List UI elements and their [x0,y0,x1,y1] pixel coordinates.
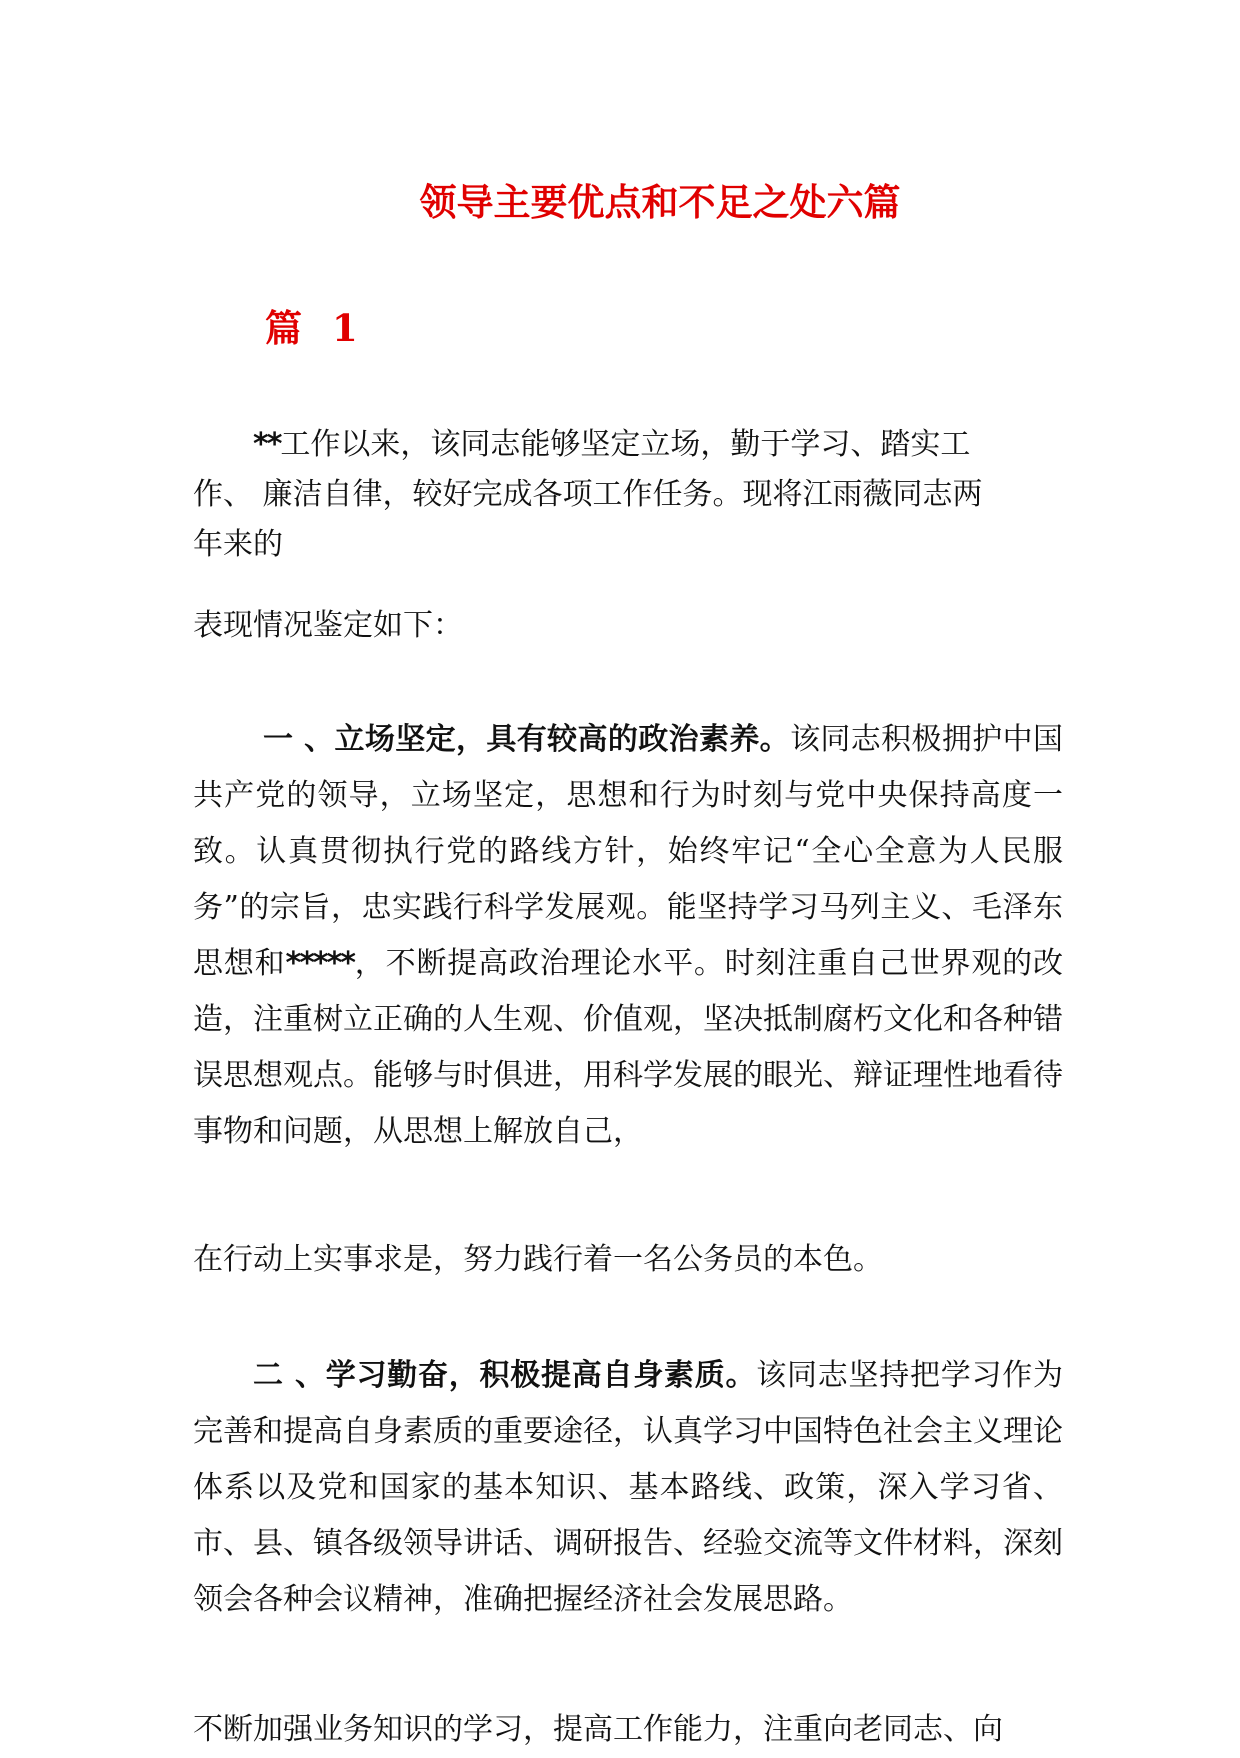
intro-line-2: 作、 廉洁自律，较好完成各项工作任务。现将江雨薇同志两 [193,477,983,512]
point-one-text-a: 该同志积极拥护中国共产党的领导，立场坚定，思想和行为时刻与党中央保持高度一致。认真贯彻执行党的路线方针，始终牢记“全心全意为人民服务”的宗旨，忠实践行科学发展观。能坚持学习马列主义、毛泽东思想和 [193,722,1063,981]
point-one-heading: 一 、立场坚定，具有较高的政治素养。 [263,722,791,757]
intro-line-3: 年来的 [193,527,283,562]
section-heading [265,298,358,352]
masked-text: ** [253,427,281,462]
point-two-paragraph [193,1348,1063,1628]
intro-line-4: 表现情况鉴定如下： [193,608,463,643]
point-one-paragraph [193,712,1063,1160]
document-title: 领导主要优点和不足之处六篇 [419,180,901,224]
masked-text: ***** [285,946,354,981]
point-one-text-b: ，不断提高政治理论水平。时刻注重自己世界观的改造，注重树立正确的人生观、价值观，坚决抵制腐朽文化和各种错误思想观点。能够与时俱进，用科学发展的眼光、辩证理性地看待事物和问题，从思想上解放自己， [193,946,1064,1149]
section-label: 篇 [265,306,302,350]
point-one-ending: 在行动上实事求是，努力践行着一名公务员的本色。 [193,1242,883,1277]
intro-paragraph [193,420,1063,570]
section-number: 1 [332,306,358,350]
point-two-continuation: 不断加强业务知识的学习，提高工作能力，注重向老同志、向 [193,1712,1003,1747]
point-two-heading: 二 、学习勤奋，积极提高自身素质。 [253,1358,757,1393]
point-two-text: 该同志坚持把学习作为完善和提高自身素质的重要途径，认真学习中国特色社会主义理论体系以及党和国家的基本知识、基本路线、政策，深入学习省、市、县、镇各级领导讲话、调研报告、经验交流等文件材料，深刻领会各种会议精神，准确把握经济社会发展思路。 [193,1358,1064,1617]
intro-line-1: 工作以来，该同志能够坚定立场，勤于学习、踏实工 [280,427,971,462]
